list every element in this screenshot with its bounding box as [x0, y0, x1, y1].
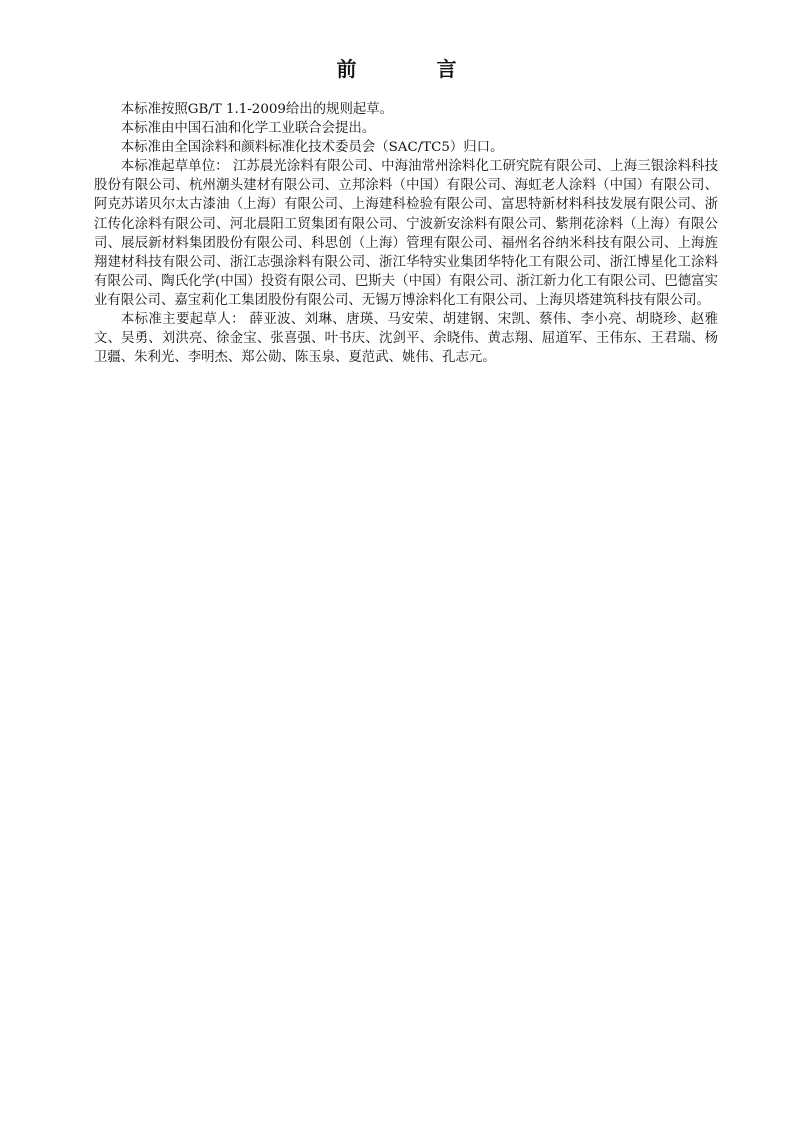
paragraph-centralized-by: 本标准由全国涂料和颜料标准化技术委员会（SAC/TC5）归口。	[120, 140, 504, 156]
paragraph-drafting-rules: 本标准按照GB/T 1.1-2009给出的规则起草。	[120, 102, 394, 117]
paragraph-proposed-by: 本标准由中国石油和化学工业联合会提出。	[120, 121, 376, 137]
paragraph-main-drafters: 本标准主要起草人： 薛亚波、刘琳、唐瑛、马安荣、胡建钢、宋凯、蔡伟、李小亮、胡晓珍、赵雅文、吴勇、刘洪亮、徐金宝、张喜强、叶书庆、沈剑平、余晓伟、黄志翔、屈道军、王伟东、王君瑞、杨卫疆、朱利光、李明杰、郑公勋、陈玉泉、夏范武、姚伟、孔志元。	[94, 312, 718, 366]
paragraph-drafting-units: 本标准起草单位： 江苏晨光涂料有限公司、中海油常州涂料化工研究院有限公司、上海三银涂料科技股份有限公司、杭州潮头建材有限公司、立邦涂料（中国）有限公司、海虹老人涂料（中国）有限公司、阿克苏诺贝尔太古漆油（上海）有限公司、上海建科检验有限公司、富思特新材料科技发展有限公司、浙江传化涂料有限公司、河北晨阳工贸集团有限公司、宁波新安涂料有限公司、紫荆花涂料（上海）有限公司、展辰新材料集团股份有限公司、科思创（上海）管理有限公司、福州名谷纳米科技有限公司、上海旌翔建材科技有限公司、浙江志强涂料有限公司、浙江华特实业集团华特化工有限公司、浙江博星化工涂料有限公司、陶氏化学(中国）投资有限公司、巴斯夫（中国）有限公司、浙江新力化工有限公司、巴德富实业有限公司、嘉宝莉化工集团股份有限公司、无锡万博涂料化工有限公司、上海贝塔建筑科技有限公司。	[94, 159, 718, 308]
foreword-body	[94, 100, 718, 367]
page-title: 前 言	[336, 57, 487, 81]
